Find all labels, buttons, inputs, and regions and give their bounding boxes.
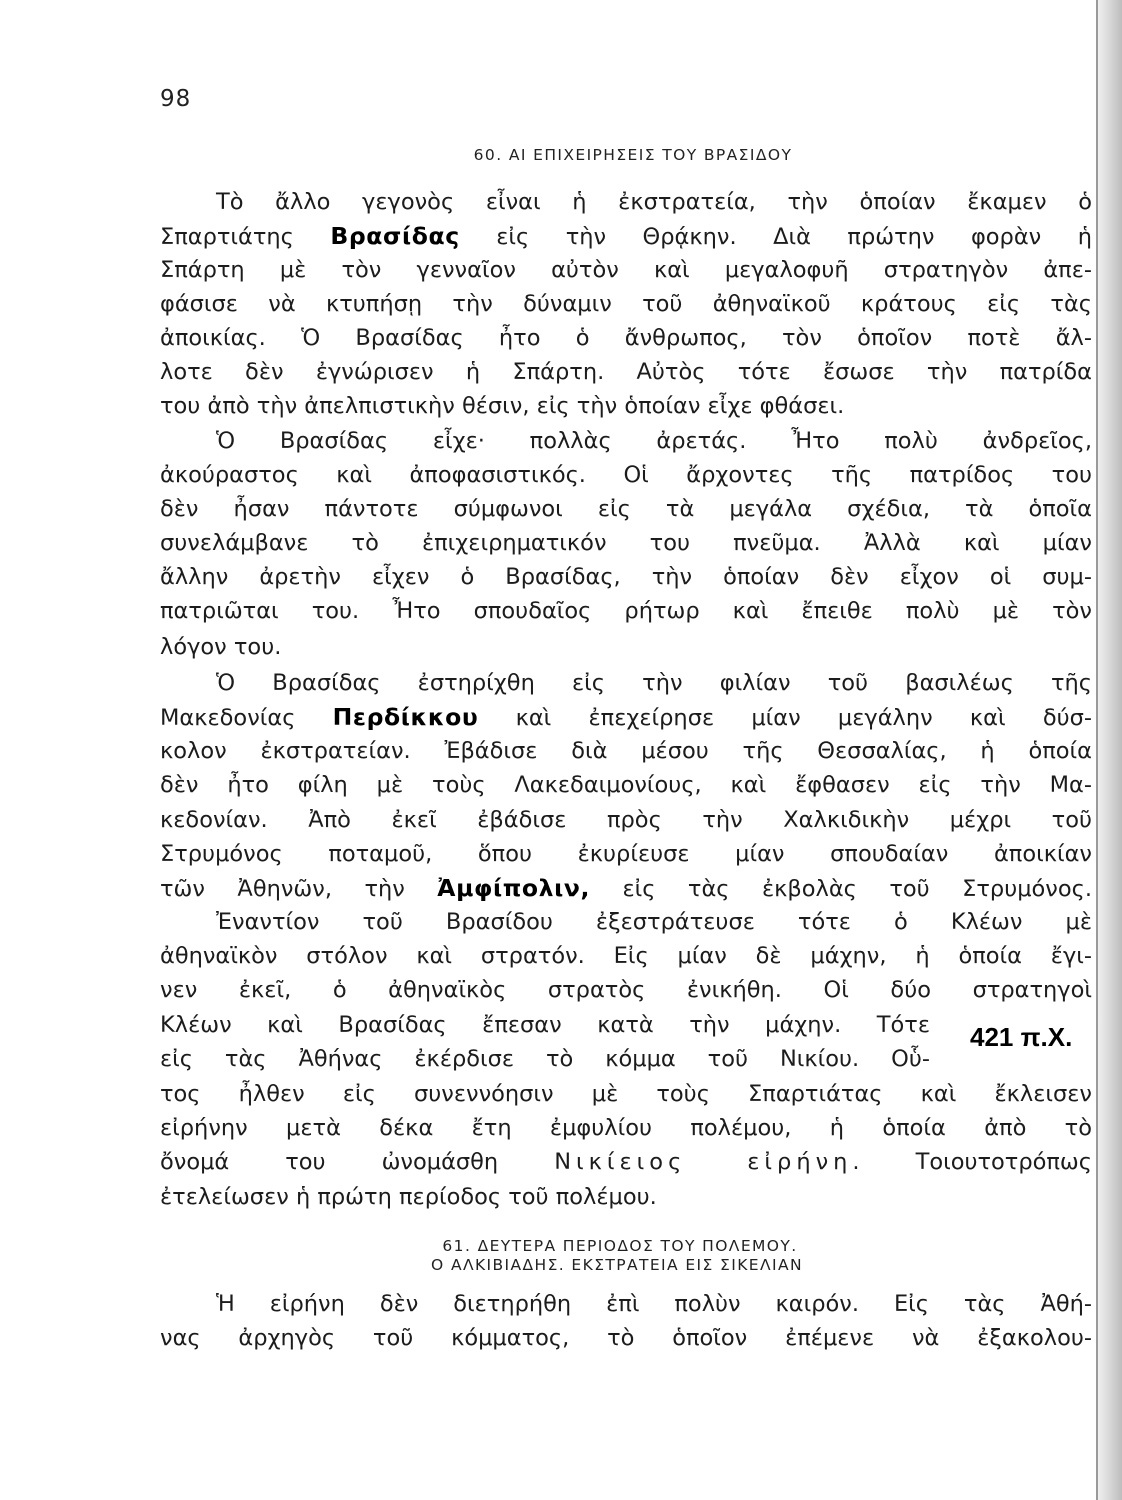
text-line: δὲν ἦτο φίλη μὲ τοὺς Λακεδαιμονίους, καὶ ἔφθασεν εἰς τὴν Μα- xyxy=(160,772,1092,798)
page-number: 98 xyxy=(160,86,192,112)
text-line: εἰρήνην μετὰ δέκα ἔτη ἐμφυλίου πολέμου, ἡ ὁποία ἀπὸ τὸ xyxy=(160,1115,1092,1141)
text-line: Κλέων καὶ Βρασίδας ἔπεσαν κατὰ τὴν μάχην. Τότε xyxy=(160,1012,930,1038)
text-line: Ὁ Βρασίδας ἐστηρίχθη εἰς τὴν φιλίαν τοῦ βασιλέως τῆς xyxy=(216,670,1092,696)
margin-date-note: 421 π.Χ. xyxy=(970,1022,1073,1052)
text-line: κεδονίαν. Ἀπὸ ἐκεῖ ἐβάδισε πρὸς τὴν Χαλκιδικὴν μέχρι τοῦ xyxy=(160,807,1092,833)
text-line: πατριῶται του. Ἦτο σπουδαῖος ρήτωρ καὶ ἔπειθε πολὺ μὲ τὸν xyxy=(160,598,1092,624)
text-line: εἰς τὰς Ἀθήνας ἐκέρδισε τὸ κόμμα τοῦ Νικίου. Οὗ- xyxy=(160,1046,930,1072)
bold-name-perdikkou: Περδίκκου xyxy=(332,703,479,731)
text-line: Ἐναντίον τοῦ Βρασίδου ἐξεστράτευσε τότε ὁ Κλέων μὲ xyxy=(216,909,1092,935)
section-61-heading: 61. ΔΕΥΤΕΡΑ ΠΕΡΙΟΔΟΣ ΤΟΥ ΠΟΛΕΜΟΥ. xyxy=(442,1237,798,1255)
text-line: ἀκούραστος καὶ ἀποφασιστικός. Οἱ ἄρχοντες τῆς πατρίδος του xyxy=(160,462,1092,488)
page-edge xyxy=(1096,0,1098,1500)
text-line: κολον ἐκστρατείαν. Ἐβάδισε διὰ μέσου τῆς Θεσσαλίας, ἡ ὁποία xyxy=(160,738,1092,764)
text-line: Σπάρτη μὲ τὸν γενναῖον αὐτὸν καὶ μεγαλοφυῆ στρατηγὸν ἀπε- xyxy=(160,257,1092,283)
text-line: ἐτελείωσεν ἡ πρώτη περίοδος τοῦ πολέμου. xyxy=(160,1184,657,1210)
bold-name-brasidas: Βρασίδας xyxy=(330,222,460,250)
text-line: Σπαρτιάτης Βρασίδας εἰς τὴν Θρᾴκην. Διὰ πρώτην φορὰν ἡ xyxy=(160,222,1092,250)
page-binding-shadow xyxy=(1096,0,1122,1500)
bold-name-amphipolin: Ἀμφίπολιν, xyxy=(437,874,591,902)
text-line: συνελάμβανε τὸ ἐπιχειρηματικόν του πνεῦμα. Ἀλλὰ καὶ μίαν xyxy=(160,530,1092,556)
text-line: Στρυμόνος ποταμοῦ, ὅπου ἐκυρίευσε μίαν σπουδαίαν ἀποικίαν xyxy=(160,841,1092,867)
text-line: ἀποικίας. Ὁ Βρασίδας ἦτο ὁ ἄνθρωπος, τὸν ὁποῖον ποτὲ ἄλ- xyxy=(160,325,1092,351)
text-line: Ἡ εἰρήνη δὲν διετηρήθη ἐπὶ πολὺν καιρόν. Εἰς τὰς Ἀθή- xyxy=(216,1291,1092,1317)
text-line: νας ἀρχηγὸς τοῦ κόμματος, τὸ ὁποῖον ἐπέμενε νὰ ἐξακολου- xyxy=(160,1325,1092,1351)
text-line: του ἀπὸ τὴν ἀπελπιστικὴν θέσιν, εἰς τὴν ὁποίαν εἶχε φθάσει. xyxy=(160,393,845,419)
text-line: λόγον του. xyxy=(160,634,282,660)
text-line: ἄλλην ἀρετὴν εἶχεν ὁ Βρασίδας, τὴν ὁποίαν δὲν εἶχον οἱ συμ- xyxy=(160,564,1092,590)
text-line: Τὸ ἄλλο γεγονὸς εἶναι ἡ ἐκστρατεία, τὴν ὁποίαν ἔκαμεν ὁ xyxy=(216,189,1092,215)
text-line: ὄνομά του ὠνομάσθη Νικίειος εἰρήνη. Τοιουτοτρόπως xyxy=(160,1149,1092,1175)
text-line: τος ἦλθεν εἰς συνεννόησιν μὲ τοὺς Σπαρτιάτας καὶ ἔκλεισεν xyxy=(160,1081,1092,1107)
text-line: τῶν Ἀθηνῶν, τὴν Ἀμφίπολιν, εἰς τὰς ἐκβολὰς τοῦ Στρυμόνος. xyxy=(160,874,1092,902)
text-line: δὲν ἦσαν πάντοτε σύμφωνοι εἰς τὰ μεγάλα σχέδια, τὰ ὁποῖα xyxy=(160,496,1092,522)
text-line: Μακεδονίας Περδίκκου καὶ ἐπεχείρησε μίαν μεγάλην καὶ δύσ- xyxy=(160,703,1092,731)
text-line: νεν ἐκεῖ, ὁ ἀθηναϊκὸς στρατὸς ἐνικήθη. Οἱ δύο στρατηγοὶ xyxy=(160,977,1092,1003)
spaced-term-nikieios: Νικίειος εἰρήνη xyxy=(554,1149,853,1175)
section-61-subheading: Ο ΑΛΚΙΒΙΑΔΗΣ. ΕΚΣΤΡΑΤΕΙΑ ΕΙΣ ΣΙΚΕΛΙΑΝ xyxy=(431,1256,803,1274)
text-line: λοτε δὲν ἐγνώρισεν ἡ Σπάρτη. Αὐτὸς τότε ἔσωσε τὴν πατρίδα xyxy=(160,359,1092,385)
text-line: Ὁ Βρασίδας εἶχε· πολλὰς ἀρετάς. Ἦτο πολὺ ἀνδρεῖος, xyxy=(216,428,1092,454)
section-60-heading: 60. ΑΙ ΕΠΙΧΕΙΡΗΣΕΙΣ ΤΟΥ ΒΡΑΣΙΔΟΥ xyxy=(473,146,793,164)
text-line: φάσισε νὰ κτυπήσῃ τὴν δύναμιν τοῦ ἀθηναϊκοῦ κράτους εἰς τὰς xyxy=(160,291,1092,317)
text-line: ἀθηναϊκὸν στόλον καὶ στρατόν. Εἰς μίαν δὲ μάχην, ἡ ὁποία ἔγι- xyxy=(160,943,1092,969)
